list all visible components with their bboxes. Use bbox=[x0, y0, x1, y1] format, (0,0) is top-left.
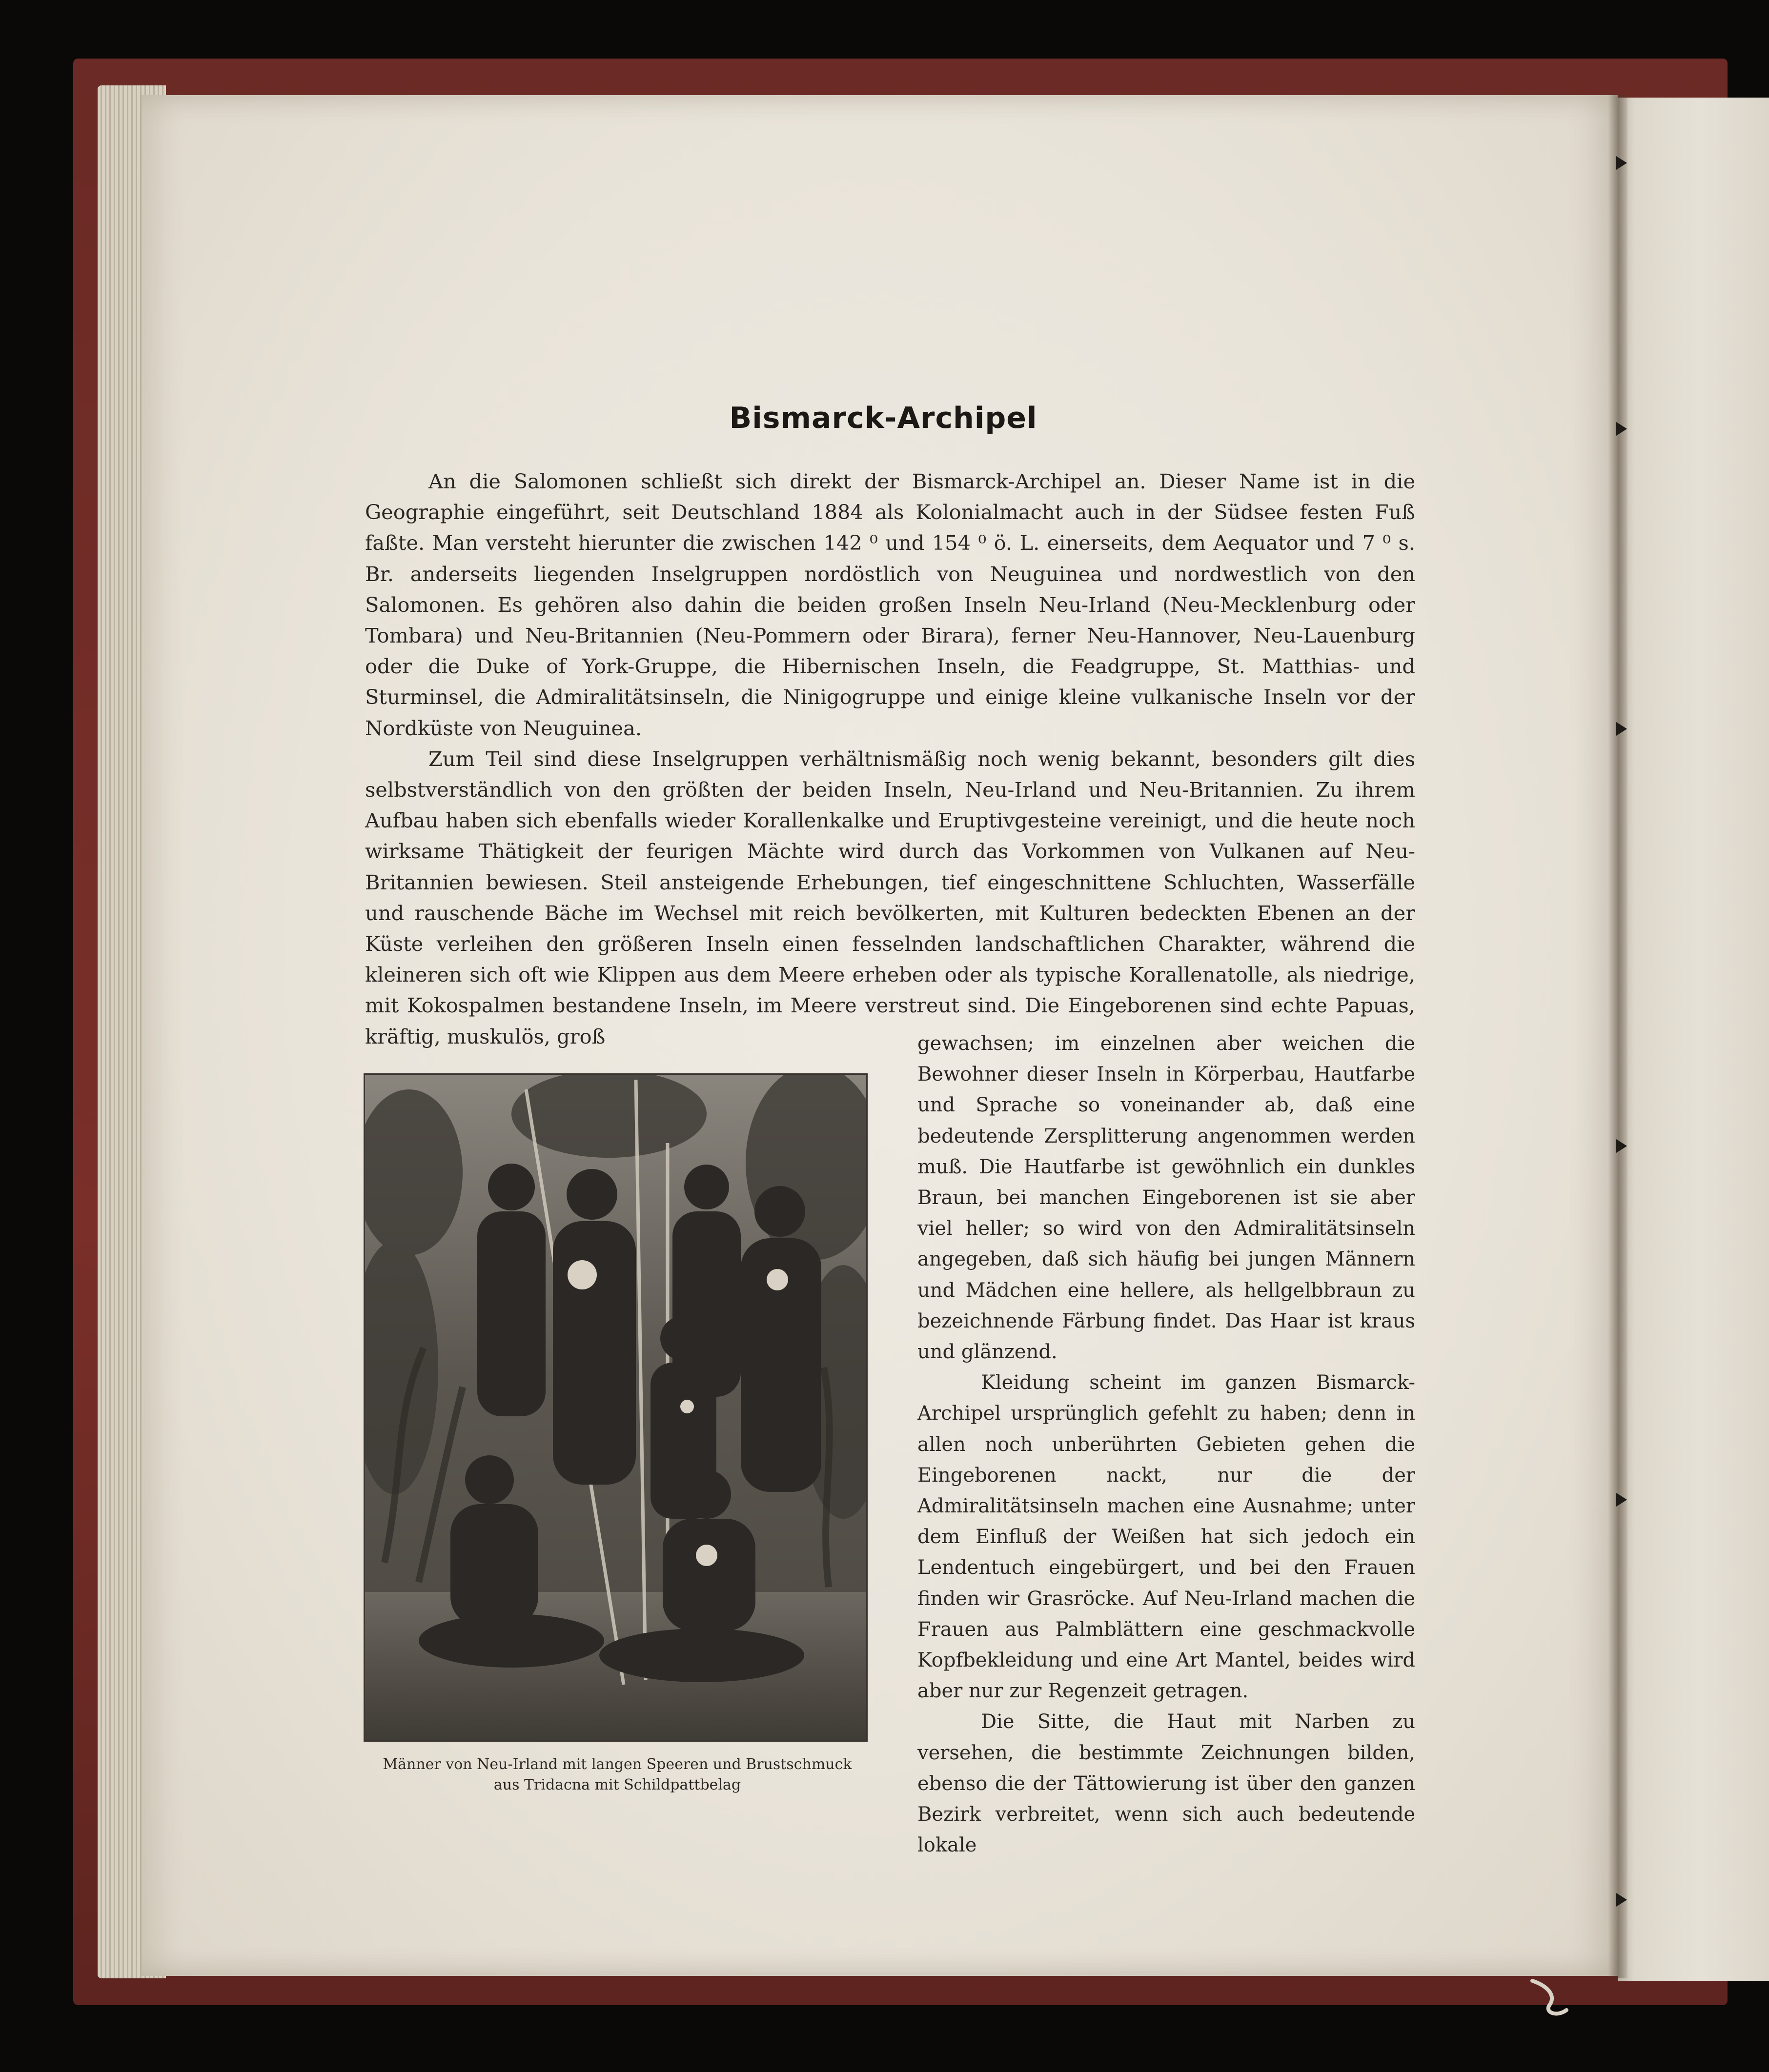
figure-photo bbox=[364, 1073, 868, 1742]
book-gutter bbox=[1608, 95, 1627, 1978]
page-title: Bismarck-Archipel bbox=[729, 401, 1037, 435]
paragraph: Kleidung scheint im ganzen Bismarck-Archipel ursprünglich gefehlt zu haben; denn in allen noch unberührten Gebieten gehen die Eingeborenen nackt, nur die der Admiralitätsinseln machen eine Ausnahme; unter dem Einfluß der Weißen hat sich jedoch ein Lendentuch eingebürgert, und bei den Frauen finden wir Grasröcke. Auf Neu-Irland machen die Frauen aus Palmblättern eine geschmackvolle Kopfbekleidung und eine Art Mantel, beides wird aber nur zur Regenzeit getragen. bbox=[917, 1371, 1415, 1703]
caption-line: Männer von Neu-Irland mit langen Speeren und Brustschmuck bbox=[383, 1756, 852, 1773]
caption-line: aus Tridacna mit Schildpattbelag bbox=[493, 1776, 741, 1793]
paragraph: gewachsen; im einzelnen aber weichen die Bewohner dieser Inseln in Körperbau, Hautfarbe und Sprache so voneinander ab, daß eine bedeutende Zersplitterung angenommen werden muß. Die Hautfarbe ist gewöhnlich ein dunkles Braun, bei manchen Eingeborenen ist sie aber viel heller; so wird von den Admiralitätsinseln angegeben, daß sich häufig bei jungen Männern und Mädchen eine hellere, als hellgelbbraun zu bezeichnende Färbung findet. Das Haar ist kraus und glänzend. bbox=[917, 1032, 1415, 1364]
paragraph: Die Sitte, die Haut mit Narben zu versehen, die bestimmte Zeichnungen bilden, ebenso die der Tättowierung ist über den ganzen Bezirk verbreitet, wenn sich auch bedeutende lokale bbox=[917, 1710, 1415, 1857]
paragraph: An die Salomonen schließt sich direkt der Bismarck-Archipel an. Dieser Name ist in die Geographie eingeführt, seit Deutschland 1884 als Kolonialmacht auch in der Südsee festen Fuß faßte. Man versteht hierunter die zwischen 142 ⁰ und 154 ⁰ ö. L. einerseits, dem Aequator und 7 ⁰ s. Br. anderseits liegenden Inselgruppen nordöstlich von Neuguinea und nordwestlich von den Salomonen. Es gehören also dahin die beiden großen Inseln Neu-Irland (Neu-Mecklenburg oder Tombara) und Neu-Britannien (Neu-Pommern oder Birara), ferner Neu-Hannover, Neu-Lauenburg oder die Duke of York-Gruppe, die Hibernischen Inseln, die Feadgruppe, St. Matthias- und Sturminsel, die Admiralitätsinseln, die Ninigogruppe und einige kleine vulkanische Inseln vor der Nordküste von Neuguinea. bbox=[365, 469, 1415, 740]
binding-mark bbox=[1616, 422, 1627, 436]
binding-mark bbox=[1616, 1893, 1627, 1907]
paragraph: Zum Teil sind diese Inselgruppen verhältnismäßig noch wenig bekannt, besonders gilt dies selbstverständlich von den größten der beiden Inseln, Neu-Irland und Neu-Britannien. Zu ihrem Aufbau haben sich ebenfalls wieder Korallenkalke und Eruptivgesteine vereinigt, und die heute noch wirksame Thätigkeit der feurigen Mächte wird durch das Vorkommen von Vulkanen auf Neu-Britannien bewiesen. Steil ansteigende Erhebungen, tief eingeschnittene Schluchten, Wasserfälle und rauschende Bäche im Wechsel mit reich bevölkerten, mit Kulturen bedeckten Ebenen an der Küste verleihen den größeren Inseln einen fesselnden landschaftlichen Charakter, während die kleineren sich oft wie Klippen aus dem Meere erheben oder als typische Korallenatolle, als niedrige, mit Kokospalmen bestandene Inseln, im Meere verstreut sind. Die Eingeborenen sind echte Papuas, kräftig, muskulös, groß bbox=[365, 746, 1415, 1048]
binding-mark bbox=[1616, 1139, 1627, 1153]
figure-caption bbox=[359, 1754, 876, 1795]
main-text bbox=[365, 466, 1415, 1052]
binding-mark bbox=[1616, 1493, 1627, 1507]
side-column-text bbox=[917, 1028, 1415, 1861]
binding-mark bbox=[1616, 722, 1627, 736]
binding-mark bbox=[1616, 156, 1627, 170]
binding-thread bbox=[1527, 1976, 1571, 2020]
right-page bbox=[1618, 98, 1769, 1981]
photo-of-group bbox=[365, 1075, 866, 1740]
